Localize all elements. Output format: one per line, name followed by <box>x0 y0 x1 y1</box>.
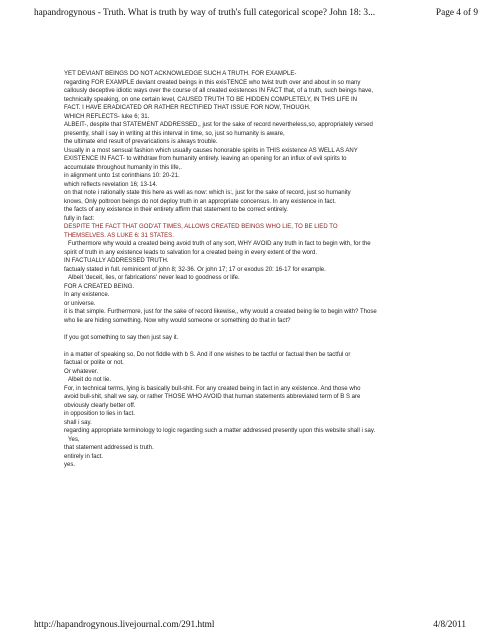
body-line: callously deceptive idiotic ways over the course of all created existences IN FACT that, of a truth, such beings have, <box>64 88 374 94</box>
body-line: Furthermore why would a created being avoid truth of any sort, WHY AVOID any truth in fact to begin with, for the <box>68 241 371 247</box>
body-line: who lie are hiding something. Now why would someone or something do that in fact? <box>64 317 291 324</box>
body-line: fully in fact: <box>64 215 95 222</box>
body-line: on that note i rationally state this here as well as now: which is:, just for the sake of record, just so humanity <box>64 190 351 196</box>
page-number: Page 4 of 9 <box>435 8 478 18</box>
emphasized-line: DESPITE THE FACT THAT GOD'AT TIMES, ALLOWS CREATED BEINGS WHO LIE, TO BE LIED TO <box>64 224 338 230</box>
body-line: which reflects revelation 16; 13-14. <box>64 181 158 188</box>
body-line: Albeit do not lie. <box>68 377 112 383</box>
print-date: 4/8/2011 <box>433 620 466 630</box>
body-line: in a matter of speaking so, Do not fiddle with b S. And if one wishes to be tactful or factual then be tactful or <box>64 351 351 358</box>
body-line: ALBEIT-, despite that STATEMENT ADDRESSED,, just for the sake of record nevertheless,so, appropriately versed <box>64 122 373 128</box>
body-line: WHICH REFLECTS- luke 6; 31. <box>64 113 150 120</box>
page-title: hapandrogynous - Truth. What is truth by way of truth's full categorical scope? John 18: 3... <box>34 8 376 18</box>
body-line: the ultimate end result of prevarications is always trouble. <box>64 139 218 145</box>
body-line: IN FACTUALLY ADDRESSED TRUTH. <box>64 258 169 264</box>
body-line: or universe. <box>64 300 96 307</box>
page-footer <box>34 620 484 634</box>
body-line: factualy stated in full. reminicent of john 8; 32-36. Or john 17; 17 or exodus 20: 16-17 for example. <box>64 266 326 273</box>
body-line: YET DEVIANT BEINGS DO NOT ACKNOWLEDGE SUCH A TRUTH. FOR EXAMPLE- <box>64 71 297 77</box>
body-line: FACT. I HAVE ERADICATED OR RATHER RECTIFIED THAT ISSUE FOR NOW, THOUGH. <box>64 105 311 111</box>
body-line: shall i say. <box>64 419 92 426</box>
body-line: EXISTENCE IN FACT- to withdraw from humanity entirely. leaving an opening for an influx of evil spirits to <box>64 156 347 162</box>
article-body <box>64 70 460 470</box>
body-line: regarding FOR EXAMPLE deviant created beings in this exisTENCE who twist truth over and about in so many <box>64 79 361 86</box>
body-line: the facts of any existence in their entirety affirm that statement to be correct entirely. <box>64 207 288 213</box>
body-line: In any existence. <box>64 292 110 298</box>
body-line: Yes, <box>68 436 80 443</box>
body-line: avoid bull-shit, shall we say, or rather THOSE WHO AVOID that human statements abbreviated term of B S are <box>64 394 361 400</box>
body-line: yes. <box>64 462 76 468</box>
body-line: Usually in a most sensual fashion which usually causes honorable spirits in THIS existence AS WELL AS ANY <box>64 147 358 154</box>
body-line: factual or polite or not. <box>64 360 124 366</box>
emphasized-line: THEMSELVES. AS LUKE 6: 31 STATES. <box>64 232 174 239</box>
body-line: in alignment unto 1st corinthians 10: 20-21. <box>64 173 180 179</box>
page-header <box>34 8 484 22</box>
body-line: If you got something to say then just say it. <box>64 334 179 341</box>
body-line: technically speaking, on one certain level, CAUSED TRUTH TO BE HIDDEN COMPLETELY, IN THIS LIFE IN <box>64 96 358 103</box>
body-line: For, in technical terms, lying is basically bull-shit. For any created being in fact in any existence. And those who <box>64 385 361 392</box>
body-line: Or whatever. <box>64 368 99 375</box>
body-line: spirit of truth in any existence leads to salvation for a created being in every extent of the word. <box>64 249 318 256</box>
source-url: http://hapandrogynous.livejournal.com/291.html <box>34 620 215 630</box>
body-line: knows, Only poltroon beings do not deploy truth in an appropriate concensus. In any existence in fact. <box>64 198 336 205</box>
body-line: obviously clearly better off. <box>64 402 136 409</box>
body-line: that statement addressed is truth. <box>64 445 154 451</box>
body-line: FOR A CREATED BEING. <box>64 283 135 290</box>
body-line: entirely in fact. <box>64 453 103 460</box>
body-line: presently, shall i say in writing at this interval in time, so, just so humanity is aware, <box>64 130 285 137</box>
body-line: it is that simple. Furthermore, just for the sake of record likewise,, why would a created being lie to begin with? Those <box>64 309 377 315</box>
body-line: in opposition to lies in fact. <box>64 411 135 417</box>
body-line: accumulate throughout humanity in this life,. <box>64 164 182 171</box>
body-line: regarding appropriate terminology to logic regarding such a matter addressed presently upon this website shall i say. <box>64 428 376 434</box>
body-line: Albeit 'deceit, lies, or fabrications' never lead to goodness or life. <box>68 275 240 281</box>
